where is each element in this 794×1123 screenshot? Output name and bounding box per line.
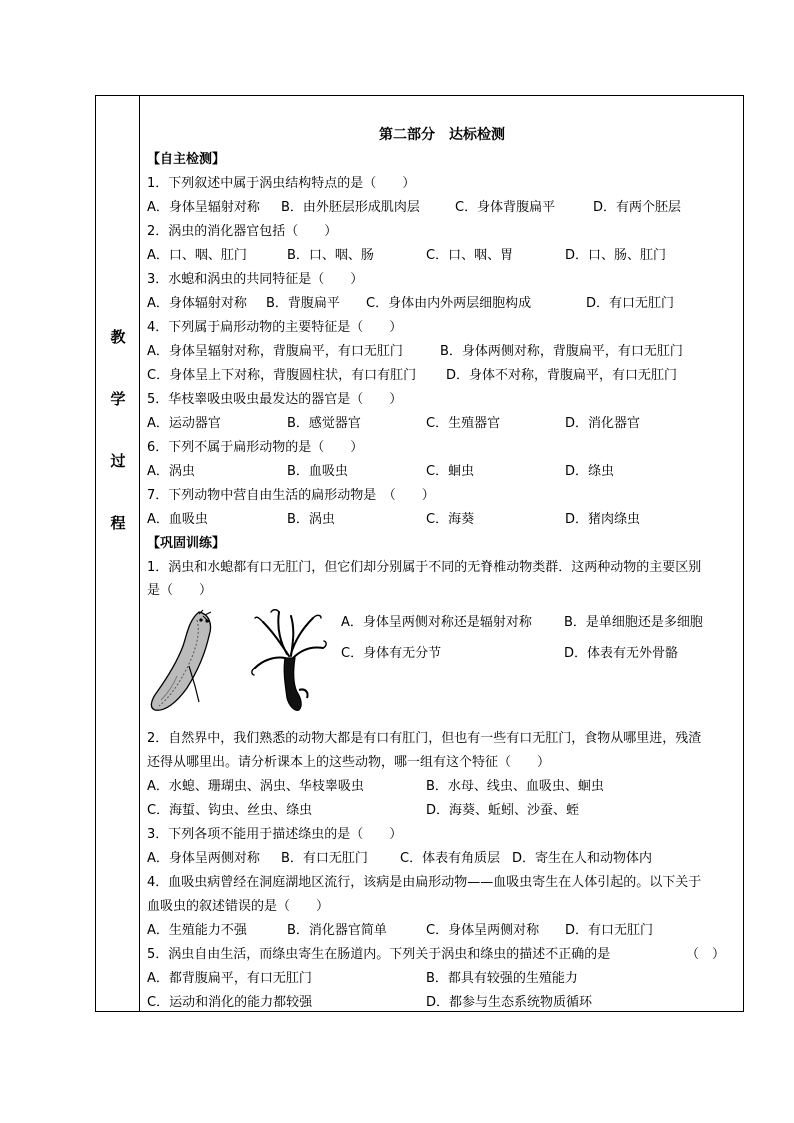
option: C．体表有角质层 (400, 851, 501, 866)
lesson-table (95, 95, 744, 1012)
option: D．口、肠、肛门 (565, 248, 667, 263)
option: B．感觉器官 (287, 416, 361, 431)
option: A．身体呈两侧对称还是辐射对称 (341, 615, 532, 630)
section-header: 【巩固训练】 (147, 536, 226, 551)
question-stem: 3．下列各项不能用于描述绦虫的是（ ） (147, 827, 403, 842)
option: B．涡虫 (287, 512, 335, 527)
option: C．海葵 (426, 512, 475, 527)
option: A．涡虫 (147, 464, 195, 479)
option: B．血吸虫 (287, 464, 348, 479)
flatworm-illustration (147, 606, 219, 716)
option: C．身体有无分节 (341, 646, 442, 661)
question-stem: 还得从哪里出。请分析课本上的这些动物，哪一组有这个特征（ ） (147, 755, 551, 770)
question-stem: 血吸虫的叙述错误的是（ ） (147, 899, 330, 914)
option: D．消化器官 (565, 416, 641, 431)
side-label-char: 教 (110, 328, 126, 346)
option: B．由外胚层形成肌肉层 (281, 200, 420, 215)
option: B．消化器官简单 (287, 923, 387, 938)
option: B．是单细胞还是多细胞 (564, 615, 703, 630)
option: D．都参与生态系统物质循环 (426, 995, 593, 1010)
option: A．血吸虫 (147, 512, 208, 527)
question-stem: 4．血吸虫病曾经在洞庭湖地区流行，该病是由扁形动物——血吸虫寄生在人体引起的。以下关于 (147, 875, 702, 890)
question-stem: 2．自然界中，我们熟悉的动物大都是有口有肛门，但也有一些有口无肛门，食物从哪里进，残渣 (147, 731, 702, 746)
question-stem: 5．华枝睾吸虫吸虫最发达的器官是（ ） (147, 392, 403, 407)
side-label-char: 程 (110, 514, 126, 532)
section-header: 【自主检测】 (147, 152, 226, 167)
content-cell (141, 96, 743, 1011)
option: D．海葵、蚯蚓、沙蚕、蛭 (426, 803, 580, 818)
answer-blank: （ ） (686, 947, 726, 962)
option: B．水母、线虫、血吸虫、蛔虫 (426, 779, 604, 794)
question-stem: 7．下列动物中营自由生活的扁形动物是 （ ） (147, 488, 435, 503)
option: A．身体呈辐射对称 (147, 200, 260, 215)
option: D．有口无肛门 (565, 923, 654, 938)
page-title: 第二部分 达标检测 (379, 127, 505, 143)
option: D．有口无肛门 (586, 296, 675, 311)
option: C．身体背腹扁平 (455, 200, 556, 215)
option: A．生殖能力不强 (147, 923, 247, 938)
option: C．口、咽、胃 (426, 248, 514, 263)
question-stem: 1．下列叙述中属于涡虫结构特点的是（ ） (147, 176, 416, 191)
side-label-char: 过 (110, 452, 126, 470)
question-stem: 3．水螅和涡虫的共同特征是（ ） (147, 272, 364, 287)
option: B．都具有较强的生殖能力 (426, 971, 578, 986)
option: D．绦虫 (565, 464, 615, 479)
option: B．有口无肛门 (281, 851, 368, 866)
option: A．身体呈辐射对称，背腹扁平，有口无肛门 (147, 344, 403, 359)
option: A．运动器官 (147, 416, 221, 431)
option: A．口、咽、肛门 (147, 248, 247, 263)
option: B．身体两侧对称，背腹扁平，有口无肛门 (440, 344, 683, 359)
question-stem: 2．涡虫的消化器官包括（ ） (147, 224, 338, 239)
question-stem: 是（ ） (147, 583, 213, 598)
option: C．生殖器官 (426, 416, 501, 431)
option: A．身体辐射对称 (147, 296, 247, 311)
option: C．运动和消化的能力都较强 (147, 995, 313, 1010)
option: A．水螅、珊瑚虫、涡虫、华枝睾吸虫 (147, 779, 364, 794)
side-label-char: 学 (110, 390, 126, 408)
option: C．身体由内外两层细胞构成 (366, 296, 532, 311)
question-stem: 4．下列属于扁形动物的主要特征是（ ） (147, 320, 403, 335)
option: C．蛔虫 (426, 464, 475, 479)
side-label-column (96, 96, 140, 1011)
question-stem: 6．下列不属于扁形动物的是（ ） (147, 440, 364, 455)
option: D．有两个胚层 (593, 200, 682, 215)
option: D．体表有无外骨骼 (564, 646, 679, 661)
option: A．都背腹扁平，有口无肛门 (147, 971, 312, 986)
question-stem: 1．涡虫和水螅都有口无肛门，但它们却分别属于不同的无脊椎动物类群．这两种动物的主要区别 (147, 560, 702, 575)
option: D．猪肉绦虫 (565, 512, 641, 527)
option: C．身体呈上下对称，背腹圆柱状，有口有肛门 (147, 368, 417, 383)
question-stem: 5．涡虫自由生活，而绦虫寄生在肠道内。下列关于涡虫和绦虫的描述不正确的是 (147, 947, 611, 962)
option: D．寄生在人和动物体内 (512, 851, 653, 866)
hydra-illustration (249, 606, 329, 718)
option: A．身体呈两侧对称 (147, 851, 260, 866)
option: B．口、咽、肠 (287, 248, 374, 263)
option: C．身体呈两侧对称 (426, 923, 540, 938)
option: D．身体不对称，背腹扁平，有口无肛门 (446, 368, 678, 383)
option: B．背腹扁平 (266, 296, 340, 311)
option: C．海蜇、钩虫、丝虫、绦虫 (147, 803, 313, 818)
